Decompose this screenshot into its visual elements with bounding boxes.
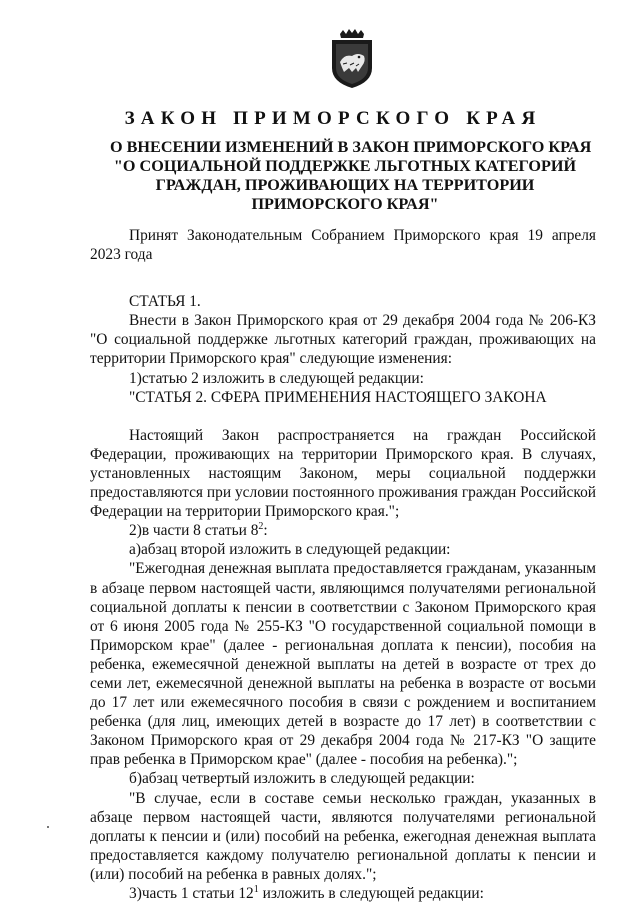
adoption-note: Принят Законодательным Собранием Приморского края 19 апреля 2023 года	[90, 227, 596, 264]
document-body	[90, 226, 596, 903]
article-heading: СТАТЬЯ 1.	[129, 293, 201, 311]
article-2-text: Настоящий Закон распространяется на граждан Российской Федерации, проживающих на территории Приморского края. В случаях, установленных настоящим Законом, меры социальной поддержки предоставляются при условии постоянного проживания граждан Российской Федерации на территории Приморского края.";	[90, 426, 596, 521]
law-title: ЗАКОН ПРИМОРСКОГО КРАЯ	[124, 108, 542, 129]
item-1: 1)статью 2 изложить в следующей редакции:	[129, 369, 424, 387]
scan-mark	[47, 826, 49, 828]
item-3-superscript: 1	[253, 883, 259, 895]
item-2-superscript: 2	[258, 521, 264, 533]
item-2-prefix: 2)в части 8 статьи 8	[129, 522, 259, 540]
item-3-prefix: 3)часть 1 статьи 12	[129, 885, 254, 902]
subtitle-line: О ВНЕСЕНИИ ИЗМЕНЕНИЙ В ЗАКОН ПРИМОРСКОГО КРАЯ	[110, 138, 592, 156]
item-2a-text: "Ежегодная денежная выплата предоставляется гражданам, указанным в абзаце первом настоящей части, являющимся получателями региональной социальной доплаты к пенсии в соответствии с Законом Приморского края от 6 июня 2005 года № 255-КЗ "О государственной социальной помощи в Приморском крае" (далее - региональная доплата к пенсии), пособия на ребенка, ежемесячной денежной выплаты на детей в возрасте от трех до семи лет, ежемесячной денежной выплаты на ребенка в возрасте от восьми до 17 лет или ежемесячного пособия в связи с рождением и воспитанием ребенка (для лиц, имеющих детей в возрасте до 17 лет) в соответствии с Законом Приморского края от 29 декабря 2004 года № 217-КЗ "О защите прав ребенка в Приморском крае" (далее - пособия на ребенка).";	[90, 560, 596, 769]
article-intro: Внести в Закон Приморского края от 29 декабря 2004 года № 206-КЗ "О социальной поддержке льготных категорий граждан, проживающих на территории Приморского края" следующие изменения:	[90, 312, 596, 368]
subtitle-line: ПРИМОРСКОГО КРАЯ"	[251, 195, 439, 213]
item-2-suffix: :	[263, 522, 268, 540]
article-2-heading: "СТАТЬЯ 2. СФЕРА ПРИМЕНЕНИЯ НАСТОЯЩЕГО ЗАКОНА	[129, 388, 547, 406]
coat-of-arms-icon	[328, 28, 376, 90]
subtitle-line: ГРАЖДАН, ПРОЖИВАЮЩИХ НА ТЕРРИТОРИИ	[155, 176, 535, 194]
item-3	[90, 884, 596, 903]
subtitle-line: "О СОЦИАЛЬНОЙ ПОДДЕРЖКЕ ЛЬГОТНЫХ КАТЕГОРИЙ	[113, 157, 577, 175]
item-2b-text: "В случае, если в составе семьи несколько граждан, указанных в абзаце первом настоящей части, являются получателями региональной доплаты к пенсии и (или) пособий на ребенка, ежегодная денежная выплата предоставляется каждому получателю региональной доплаты к пенсии и (или) пособий на ребенка в равных долях.";	[90, 789, 596, 883]
item-3-suffix: изложить в следующей редакции:	[258, 885, 484, 902]
item-2	[90, 521, 596, 540]
law-subtitle	[110, 138, 592, 214]
item-2a: а)абзац второй изложить в следующей редакции:	[129, 541, 451, 559]
item-2b: б)абзац четвертый изложить в следующей редакции:	[129, 770, 475, 788]
